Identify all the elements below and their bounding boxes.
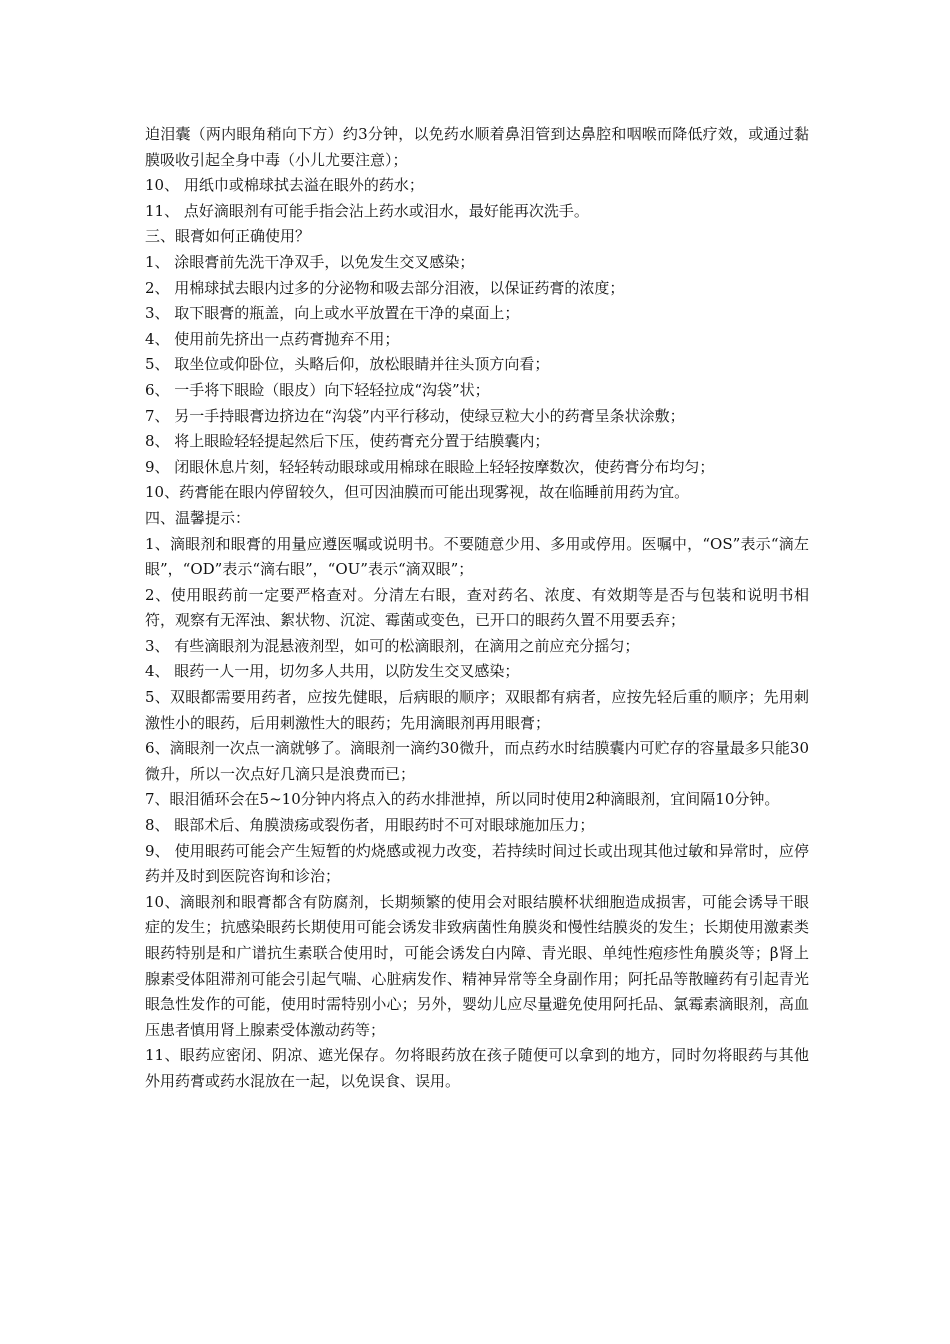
paragraph-ointment-1: 1、 涂眼膏前先洗干净双手，以免发生交叉感染； <box>145 252 475 271</box>
paragraph-tip-4: 4、 眼药一人一用，切勿多人共用，以防发生交叉感染； <box>145 662 520 681</box>
paragraph-ointment-5: 5、 取坐位或仰卧位，头略后仰，放松眼睛并往头顶方向看； <box>145 355 550 374</box>
paragraph-ointment-6: 6、 一手将下眼睑（眼皮）向下轻轻拉成“沟袋”状； <box>145 380 490 399</box>
paragraph-step-10: 10、 用纸巾或棉球拭去溢在眼外的药水； <box>145 176 424 195</box>
paragraph-ointment-2: 2、 用棉球拭去眼内过多的分泌物和吸去部分泪液，以保证药膏的浓度； <box>145 278 625 297</box>
paragraph-ointment-3: 3、 取下眼膏的瓶盖，向上或水平放置在干净的桌面上； <box>145 304 520 323</box>
paragraph-tip-7: 7、眼泪循环会在5~10分钟内将点入的药水排泄掉，所以同时使用2种滴眼剂，宜间隔10分钟。 <box>145 790 780 809</box>
paragraph-intro-continuation: 迫泪囊（两内眼角稍向下方）约3分钟，以免药水顺着鼻泪管到达鼻腔和咽喉而降低疗效，或通过黏膜吸收引起全身中毒（小儿尤要注意）； <box>145 125 809 169</box>
paragraph-tip-3: 3、 有些滴眼剂为混悬液剂型，如可的松滴眼剂，在滴用之前应充分摇匀； <box>145 636 640 655</box>
paragraph-ointment-9: 9、 闭眼休息片刻，轻轻转动眼球或用棉球在眼睑上轻轻按摩数次，使药膏分布均匀； <box>145 457 715 476</box>
paragraph-tip-1: 1、滴眼剂和眼膏的用量应遵医嘱或说明书。不要随意少用、多用或停用。医嘱中，“OS”表示“滴左眼”，“OD”表示“滴右眼”，“OU”表示“滴双眼”； <box>145 534 809 579</box>
document-body <box>145 122 809 1095</box>
paragraph-tip-11: 11、眼药应密闭、阴凉、遮光保存。勿将眼药放在孩子随便可以拿到的地方，同时勿将眼药与其他外用药膏或药水混放在一起，以免误食、误用。 <box>145 1046 809 1090</box>
paragraph-ointment-10: 10、药膏能在眼内停留较久，但可因油膜而可能出现雾视，故在临睡前用药为宜。 <box>145 483 690 502</box>
paragraph-step-11: 11、 点好滴眼剂有可能手指会沾上药水或泪水，最好能再次洗手。 <box>145 201 589 220</box>
paragraph-ointment-4: 4、 使用前先挤出一点药膏抛弃不用； <box>145 329 400 348</box>
paragraph-tip-9: 9、 使用眼药可能会产生短暂的灼烧感或视力改变，若持续时间过长或出现其他过敏和异常时，应停药并及时到医院咨询和诊治； <box>145 841 809 886</box>
paragraph-tip-8: 8、 眼部术后、角膜溃疡或裂伤者，用眼药时不可对眼球施加压力； <box>145 816 595 835</box>
paragraph-tip-2: 2、使用眼药前一定要严格查对。分清左右眼，查对药名、浓度、有效期等是否与包装和说明书相符，观察有无浑浊、絮状物、沉淀、霉菌或变色，已开口的眼药久置不用要丢弃； <box>145 585 809 630</box>
paragraph-tip-5: 5、双眼都需要用药者，应按先健眼，后病眼的顺序；双眼都有病者，应按先轻后重的顺序；先用刺激性小的眼药，后用刺激性大的眼药；先用滴眼剂再用眼膏； <box>145 688 809 732</box>
section-heading-tips: 四、温馨提示： <box>145 508 251 527</box>
paragraph-tip-10: 10、滴眼剂和眼膏都含有防腐剂，长期频繁的使用会对眼结膜杯状细胞造成损害，可能会诱导干眼症的发生；抗感染眼药长期使用可能会诱发非致病菌性角膜炎和慢性结膜炎的发生；长期使用激素类眼药特别是和广谱抗生素联合使用时，可能会诱发白内障、青光眼、单纯性疱疹性角膜炎等；β肾上腺素受体阻滞剂可能会引起气喘、心脏病发作、精神异常等全身副作用；阿托品等散瞳药有引起青光眼急性发作的可能，使用时需特别小心；另外，婴幼儿应尽量避免使用阿托品、氯霉素滴眼剂，高血压患者慎用肾上腺素受体激动药等； <box>145 892 809 1039</box>
paragraph-ointment-8: 8、 将上眼睑轻轻提起然后下压，使药膏充分置于结膜囊内； <box>145 432 550 451</box>
section-heading-ointment: 三、眼膏如何正确使用？ <box>145 227 311 246</box>
paragraph-ointment-7: 7、 另一手持眼膏边挤边在“沟袋”内平行移动，使绿豆粒大小的药膏呈条状涂敷； <box>145 406 685 425</box>
paragraph-tip-6: 6、滴眼剂一次点一滴就够了。滴眼剂一滴约30微升，而点药水时结膜囊内可贮存的容量最多只能30微升，所以一次点好几滴只是浪费而已； <box>145 739 809 783</box>
